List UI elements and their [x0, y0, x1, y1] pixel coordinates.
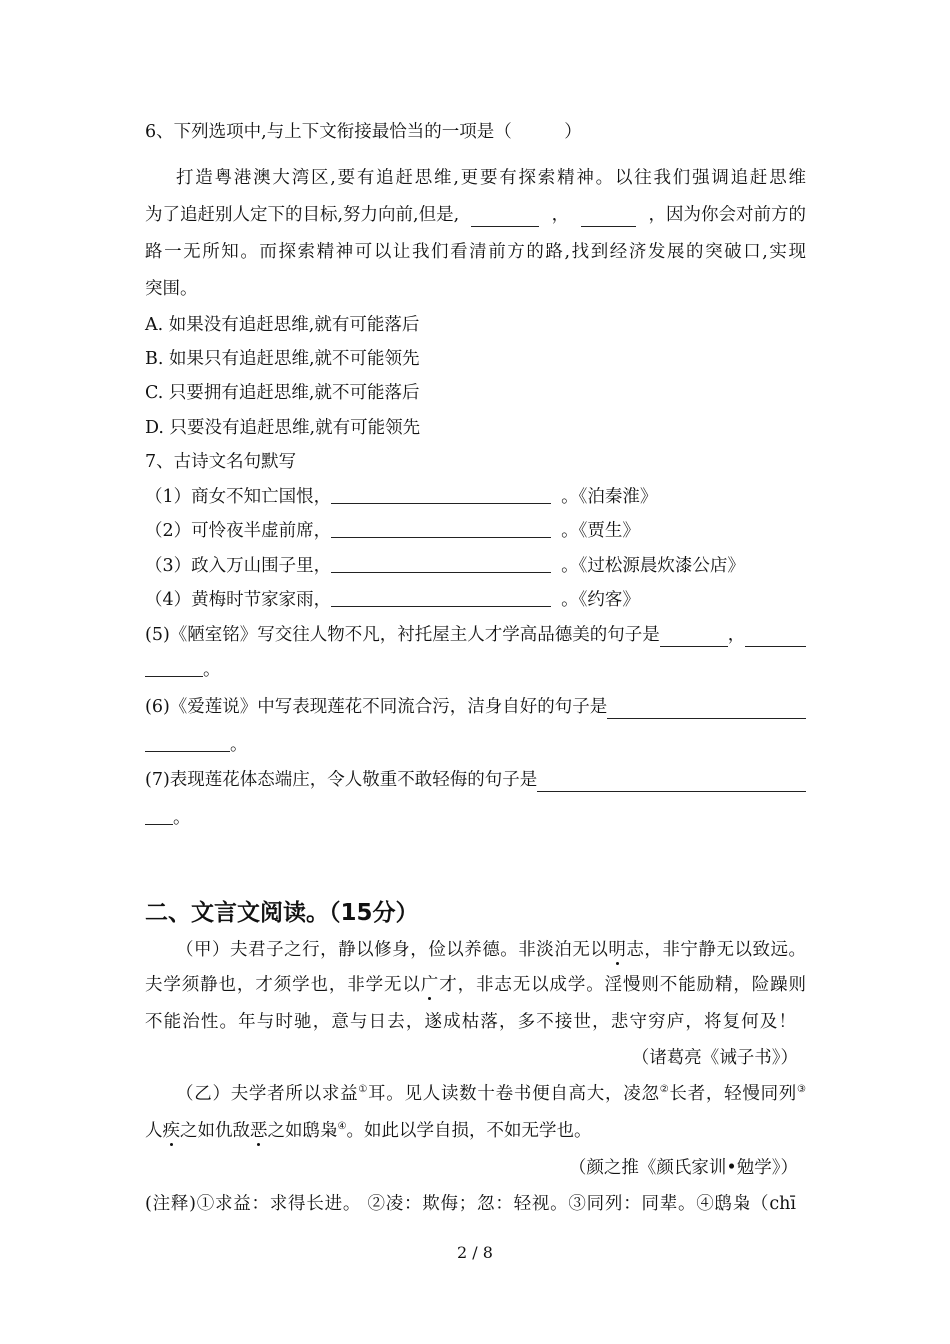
q6-passage-line-1: 打造粤港澳大湾区,要有追赶思维,更要有探索精神。以往我们强调追赶思维: [176, 168, 806, 188]
jia-dotted-char-ming: 明: [608, 940, 627, 960]
q7-item-2: [145, 519, 640, 543]
jia-line-1: [176, 938, 806, 962]
q6-passage-line-3: 路一无所知。而探索精神可以让我们看清前方的路,找到经济发展的突破口,实现: [145, 242, 806, 262]
q7-item-3-prefix: （3）政入万山围子里，: [145, 556, 332, 576]
q7-item-3-blank[interactable]: [331, 556, 551, 573]
q7-item-4-source: 。《约客》: [561, 590, 640, 610]
q7-item-7-line-2: [145, 806, 191, 830]
q6-comma: ，: [551, 205, 570, 225]
q7-item-5-line-2: [145, 658, 221, 682]
yi-line-2-a: 人: [145, 1121, 163, 1141]
yi-line-1-b: 耳。见人读数十卷书便自高大，凌忽: [368, 1084, 660, 1104]
q6-stem: 6、下列选项中,与上下文衔接最恰当的一项是（ ）: [145, 122, 582, 142]
q7-item-4: [145, 588, 640, 612]
q7-item-4-prefix: （4）黄梅时节家家雨，: [145, 590, 332, 610]
jia-line-2: [145, 973, 806, 997]
q7-item-3-source: 。《过松源晨炊漆公店》: [561, 556, 745, 576]
q7-item-6-end: 。: [230, 735, 248, 755]
yi-dotted-char-wu: 恶: [250, 1121, 268, 1141]
q7-item-5-blank-2a[interactable]: [745, 630, 806, 647]
q7-item-6-line-1: [145, 695, 806, 719]
q7-item-1-source: 。《泊秦淮》: [561, 487, 658, 507]
q7-item-2-blank[interactable]: [331, 521, 551, 538]
q7-item-2-source: 。《贾生》: [561, 521, 640, 541]
jia-line-3: 不能治性。年与时驰，意与日去，遂成枯落，多不接世，悲守穷庐，将复何及！: [145, 1012, 796, 1032]
q6-option-b[interactable]: B. 如果只有追赶思维,就不可能领先: [145, 349, 420, 369]
q7-item-7-line-1: [145, 768, 806, 792]
q7-item-6-blank-b[interactable]: [145, 735, 230, 752]
yi-line-1-c: 长者，轻慢同列: [669, 1084, 798, 1104]
q7-stem: 7、古诗文名句默写: [145, 452, 297, 472]
q7-item-4-blank[interactable]: [331, 590, 551, 607]
q7-item-5-line-1: [145, 623, 806, 647]
q7-item-2-prefix: （2）可怜夜半虚前席，: [145, 521, 332, 541]
jia-line-1-b: 志，非宁静无以致远。: [626, 940, 807, 960]
jia-line-2-b: 才，非志无以成学。淫慢则不能励精，险躁则: [439, 975, 807, 995]
q7-item-5-blank-1[interactable]: [660, 630, 728, 647]
yi-source: （颜之推《颜氏家训•勉学》）: [568, 1158, 798, 1178]
footnote-marker-1: ①: [358, 1084, 369, 1095]
q7-item-5-blank-2b[interactable]: [145, 660, 203, 677]
q6-blank-1[interactable]: [471, 210, 539, 227]
q6-passage-text-a: 为了追赶别人定下的目标,努力向前,但是,: [145, 205, 460, 225]
footnote-marker-2: ②: [659, 1084, 670, 1095]
q6-option-d[interactable]: D. 只要没有追赶思维,就有可能领先: [145, 418, 421, 438]
page-number: 2 / 8: [457, 1243, 493, 1262]
q7-item-1-prefix: （1）商女不知亡国恨，: [145, 487, 332, 507]
section-2-heading: 二、文言文阅读。（15分）: [145, 900, 419, 926]
yi-line-2-d: 。如此以学自损，不如无学也。: [346, 1121, 592, 1141]
q7-item-5-comma: ，: [727, 625, 746, 645]
q7-item-6-blank-a[interactable]: [607, 702, 806, 719]
jia-source: （诸葛亮《诫子书》）: [631, 1048, 798, 1068]
jia-dotted-char-guang: 广: [420, 975, 440, 995]
q7-item-6-line-2: [145, 733, 248, 757]
jia-line-1-a: （甲）夫君子之行，静以修身，俭以养德。非淡泊无以: [176, 940, 609, 960]
q6-passage-text-c: ，因为你会对前方的: [648, 205, 806, 225]
q7-item-1: [145, 485, 657, 509]
yi-line-1: [176, 1082, 806, 1106]
q7-item-1-blank[interactable]: [331, 487, 551, 504]
q6-option-c[interactable]: C. 只要拥有追赶思维,就不可能落后: [145, 383, 420, 403]
yi-line-2-c: 之如鸱枭: [267, 1121, 338, 1141]
yi-line-1-a: （乙）夫学者所以求益: [176, 1084, 359, 1104]
yi-line-2: [145, 1119, 591, 1143]
q7-item-5-text: (5)《陋室铭》写交往人物不凡，衬托屋主人才学高品德美的句子是: [145, 625, 660, 645]
footnote-marker-3: ③: [797, 1084, 807, 1095]
annotation-notes: (注释)①求益：求得长进。 ②凌：欺侮；忽：轻视。③同列：同辈。④鸱枭（chī: [145, 1194, 796, 1214]
q7-item-7-text: (7)表现莲花体态端庄，令人敬重不敢轻侮的句子是: [145, 770, 538, 790]
q6-option-a[interactable]: A. 如果没有追赶思维,就有可能落后: [145, 315, 420, 335]
yi-dotted-char-ji: 疾: [162, 1121, 180, 1141]
q7-item-7-blank-b[interactable]: [145, 808, 173, 825]
q6-passage-line-2: [145, 203, 806, 227]
q7-item-6-text: (6)《爱莲说》中写表现莲花不同流合污，洁身自好的句子是: [145, 697, 608, 717]
jia-line-2-a: 夫学须静也，才须学也，非学无以: [145, 975, 421, 995]
q6-passage-line-4: 突围。: [145, 279, 198, 299]
q7-item-3: [145, 554, 745, 578]
q7-item-7-blank-a[interactable]: [537, 775, 806, 792]
q6-blank-2[interactable]: [581, 210, 636, 227]
q7-item-7-end: 。: [173, 808, 191, 828]
q7-item-5-end: 。: [203, 660, 221, 680]
footnote-marker-4: ④: [337, 1121, 347, 1132]
yi-line-2-b: 之如仇敌: [180, 1121, 250, 1141]
